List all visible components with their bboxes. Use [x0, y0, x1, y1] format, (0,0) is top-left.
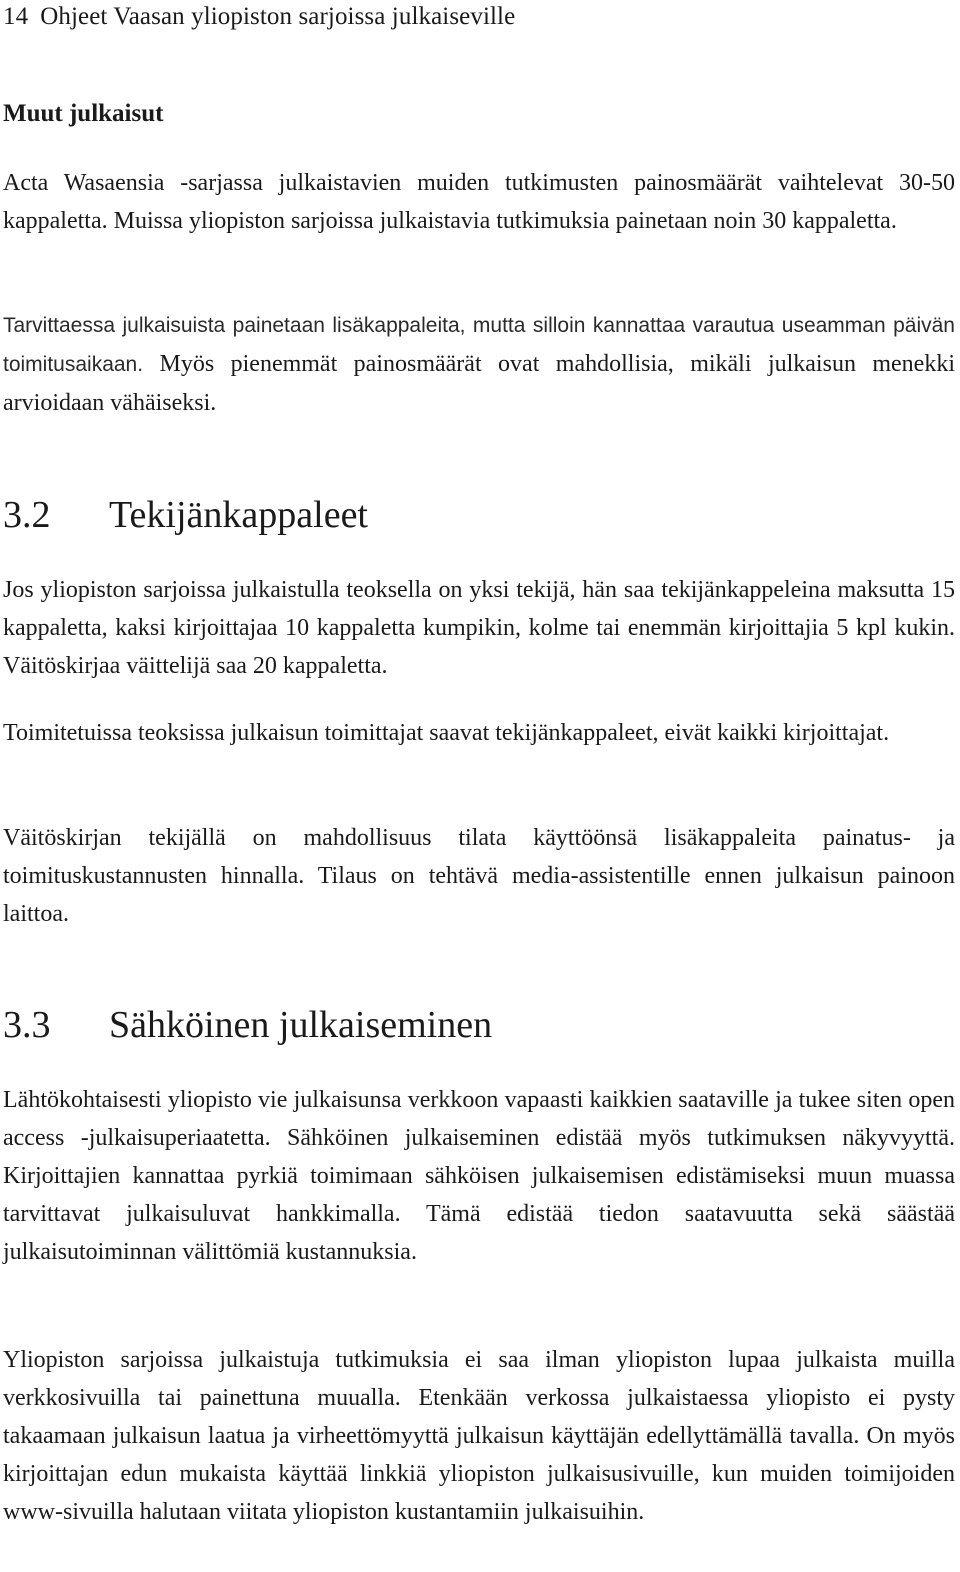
page-number: 14 — [3, 3, 29, 30]
section-heading-3-3 — [3, 1003, 492, 1047]
subsection-heading: Muut julkaisut — [3, 100, 164, 127]
paragraph-extra-copies — [3, 306, 955, 422]
section-number: 3.2 — [3, 494, 51, 536]
paragraph-author-copies: Jos yliopiston sarjoissa julkaistulla teoksella on yksi tekijä, hän saa tekijänkappeleina maksutta 15 kappaletta, kaksi kirjoittajaa 10 kappaletta kumpikin, kolme tai enemmän kirjoittajia 5 kpl kukin. Väitöskirjaa väittelijä saa 20 kappaletta. — [3, 577, 955, 679]
section-number: 3.3 — [3, 1004, 51, 1046]
paragraph-print-runs: Acta Wasaensia -sarjassa julkaistavien muiden tutkimusten painosmäärät vaihtelevat 30-50 kappaletta. Muissa yliopiston sarjoissa julkaistavia tutkimuksia painetaan noin 30 kappaletta. — [3, 170, 955, 234]
section-heading-3-2 — [3, 493, 368, 537]
paragraph-dissertation-copies: Väitöskirjan tekijällä on mahdollisuus tilata käyttöönsä lisäkappaleita painatus- ja toimituskustannusten hinnalla. Tilaus on tehtävä media-assistentille ennen julkaisun painoon laittoa. — [3, 825, 955, 927]
section-title: Sähköinen julkaiseminen — [109, 1004, 493, 1046]
running-title: Ohjeet Vaasan yliopiston sarjoissa julkaiseville — [40, 3, 516, 30]
paragraph-extra-copies-part2: Myös pienemmät painosmäärät ovat mahdollisia, mikäli julkaisun menekki arvioidaan vähäiseksi. — [3, 351, 956, 416]
section-title: Tekijänkappaleet — [109, 494, 368, 536]
paragraph-extra-copies-part1: Tarvittaessa julkaisuista painetaan lisäkappaleita, mutta silloin kannattaa varautua useamman päivän toimitusaikaan. — [3, 314, 955, 376]
paragraph-open-access: Lähtökohtaisesti yliopisto vie julkaisunsa verkkoon vapaasti kaikkien saataville ja tukee siten open access -julkaisuperiaatetta. Sähköinen julkaiseminen edistää myös tutkimuksen näkyvyyttä. Kirjoittajien kannattaa pyrkiä toimimaan sähköisen julkaisemisen edistämiseksi muun muassa tarvittavat julkaisuluvat hankkimalla. Tämä edistää tiedon saatavuutta sekä säästää julkaisutoiminnan välittömiä kustannuksia. — [3, 1087, 955, 1265]
paragraph-edited-works: Toimitetuissa teoksissa julkaisun toimittajat saavat tekijänkappaleet, eivät kaikki kirjoittajat. — [3, 720, 890, 746]
paragraph-publishing-permission: Yliopiston sarjoissa julkaistuja tutkimuksia ei saa ilman yliopiston lupaa julkaista muilla verkkosivuilla tai painettuna muualla. Etenkään verkossa julkaistaessa yliopisto ei pysty takaamaan julkaisun laatua ja virheettömyyttä julkaisun käyttäjän edellyttämällä tavalla. On myös kirjoittajan edun mukaista käyttää linkkiä yliopiston julkaisusivuille, kun muiden toimijoiden www-sivuilla halutaan viitata yliopiston kustantamiin julkaisuihin. — [3, 1347, 955, 1525]
running-header — [3, 2, 515, 32]
